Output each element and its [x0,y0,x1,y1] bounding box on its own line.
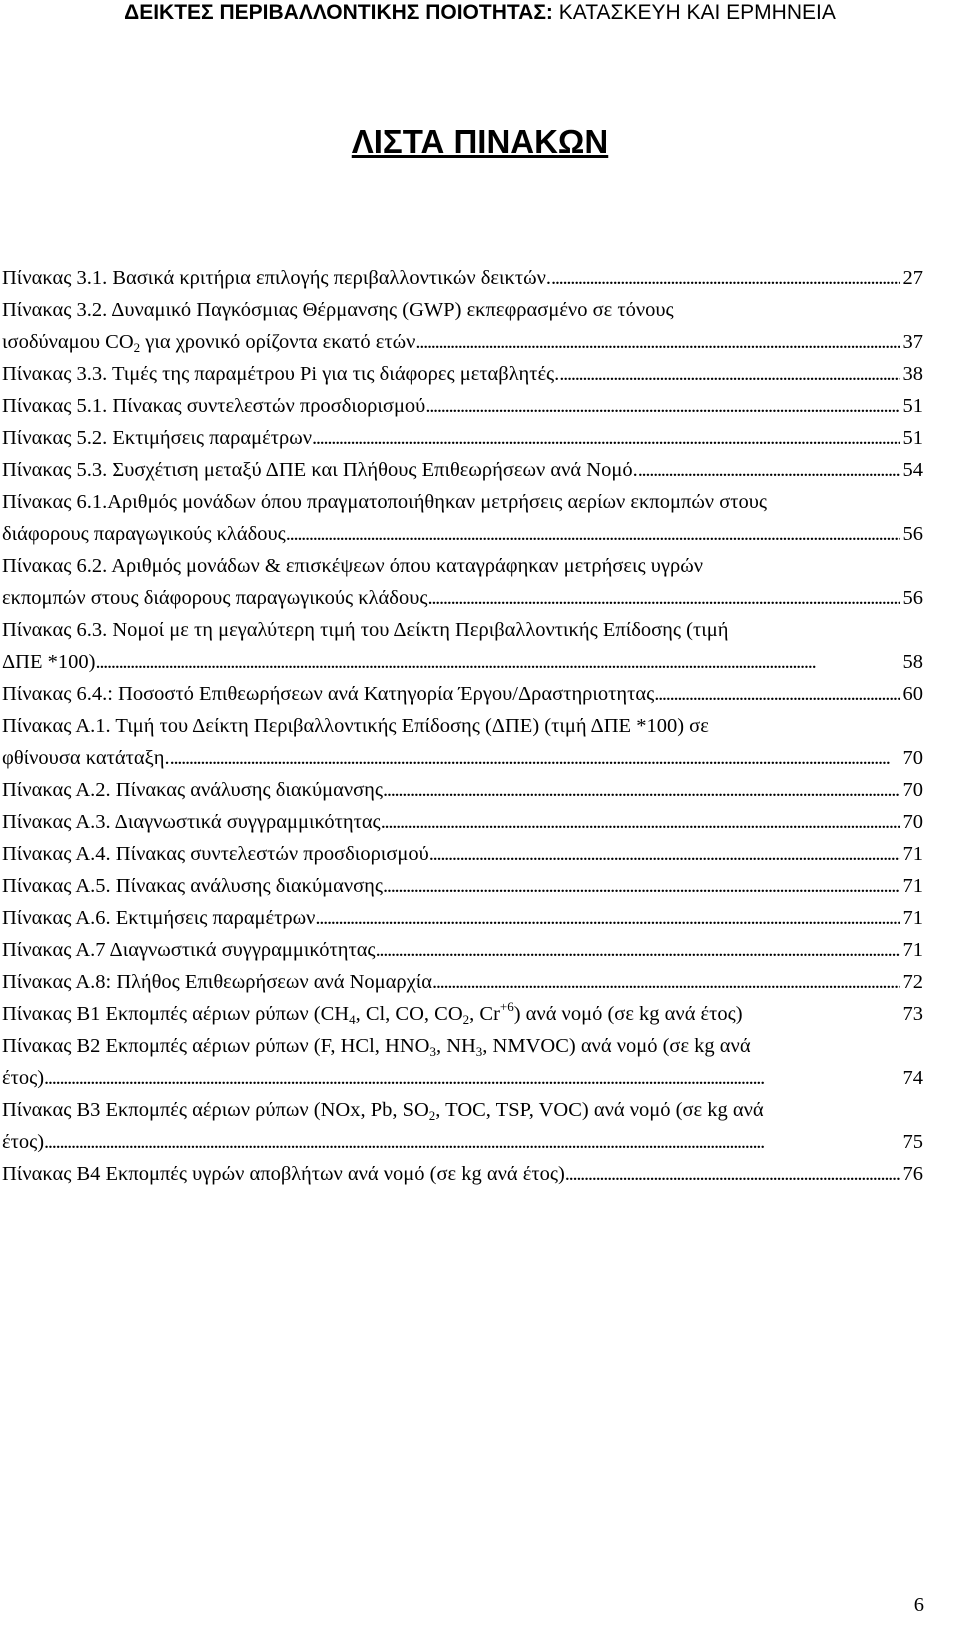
text-part: Πίνακας Β2 Εκπομπές αέριων ρύπων (F, HCl, HNO [2,1035,430,1057]
toc-entry[interactable] [2,294,923,326]
toc-entry-text: Πίνακας 6.1.Αριθμός μονάδων όπου πραγματοποιήθηκαν μετρήσεις αερίων εκπομπών στους [2,491,768,513]
toc-entry[interactable] [2,934,923,966]
toc-entry-text: Πίνακας 3.1. Βασικά κριτήρια επιλογής περιβαλλοντικών δεικτών. [2,267,551,289]
toc-entry-page: 71 [902,907,923,929]
leader-dots [383,870,900,902]
toc-entry[interactable] [2,838,923,870]
leader-dots [559,358,899,390]
text-part: ισοδύναμου CO [2,331,134,353]
toc-entry-text: εκπομπών στους διάφορους παραγωγικούς κλάδους [2,587,428,609]
toc-entry-text: Πίνακας 5.1. Πίνακας συντελεστών προσδιορισμού [2,395,426,417]
toc-entry[interactable] [2,998,923,1030]
toc-entry[interactable] [2,454,923,486]
toc-entry-page: 72 [902,971,923,993]
subscript: 2 [462,1012,470,1027]
subscript: 2 [133,340,141,355]
header-rest: ΚΑΤΑΣΚΕΥΗ ΚΑΙ ΕΡΜΗΝΕΙΑ [552,1,836,24]
toc-entry-text: Πίνακας Α.1. Τιμή του Δείκτη Περιβαλλοντικής Επίδοσης (ΔΠΕ) (τιμή ΔΠΕ *100) σε [2,715,709,737]
leader-dots [381,806,900,838]
text-part: ) ανά νομό (σε kg ανά έτος) [513,1003,743,1025]
toc-entry-text: Πίνακας Α.6. Εκτιμήσεις παραμέτρων [2,907,316,929]
leader-dots [638,454,900,486]
toc-entry-page: 76 [902,1163,923,1185]
text-part: για χρονικό ορίζοντα εκατό ετών [140,331,416,353]
page-number: 6 [913,1594,924,1616]
leader-dots [415,326,899,358]
toc-entry-page: 71 [902,875,923,897]
toc-entry-text: Πίνακας Α.4. Πίνακας συντελεστών προσδιορισμού [2,843,429,865]
toc-entry[interactable] [2,710,923,742]
toc-entry[interactable] [2,966,923,998]
toc-entry-page: 54 [902,459,923,481]
leader-dots [427,582,899,614]
toc-entry[interactable] [2,390,923,422]
text-part: , Cl, CO, CO [355,1003,463,1025]
superscript: +6 [499,999,514,1014]
toc-entry-page: 70 [902,747,923,769]
subscript: 2 [428,1108,436,1123]
text-part: , NH [435,1035,476,1057]
subscript: 3 [475,1044,483,1059]
toc-entry-continuation[interactable] [2,1062,923,1094]
toc-entry-page: 73 [902,1003,923,1025]
leader-dots [315,902,899,934]
toc-entry-text: Πίνακας Α.3. Διαγνωστικά συγγραμμικότητας [2,811,381,833]
leader-dots [383,774,900,806]
toc-entry-page: 51 [902,395,923,417]
toc-entry-page: 75 [902,1131,923,1153]
toc-entry-page: 51 [902,427,923,449]
toc-entry-text: Πίνακας 3.3. Τιμές της παραμέτρου Pi για τις διάφορες μεταβλητές. [2,363,560,385]
toc-entry-text: Πίνακας 6.2. Αριθμός μονάδων & επισκέψεων όπου καταγράφηκαν μετρήσεις υγρών [2,555,703,577]
toc-entry[interactable] [2,902,923,934]
leader-dots [551,262,900,294]
toc-entry-text: Πίνακας Α.7 Διαγνωστικά συγγραμμικότητας [2,939,376,961]
toc-entry-text: έτος) [2,1131,45,1153]
toc-entry[interactable] [2,678,923,710]
toc-entry-page: 58 [902,651,923,673]
running-header [0,0,960,26]
toc-entry-text: Πίνακας 3.2. Δυναμικό Παγκόσμιας Θέρμανσης (GWP) εκπεφρασμένο σε τόνους [2,299,674,321]
subscript: 4 [349,1012,356,1027]
toc-entry-text: Πίνακας Α.2. Πίνακας ανάλυσης διακύμανσης [2,779,383,801]
toc-entry[interactable] [2,1094,923,1126]
toc-entry-page: 56 [902,523,923,545]
toc-entry[interactable] [2,550,923,582]
toc-entry-page: 37 [902,331,923,353]
toc-entry-page: 70 [902,779,923,801]
toc-entry-page: 27 [902,267,923,289]
toc-entry-page: 60 [902,683,923,705]
page-title: ΛΙΣΤΑ ΠΙΝΑΚΩΝ [351,123,609,160]
toc-entry[interactable] [2,1030,923,1062]
toc-entry-continuation[interactable] [2,1126,923,1158]
text-part: , NMVOC) ανά νομό (σε kg ανά [482,1035,751,1057]
leader-dots [312,422,900,454]
toc-entry-text [2,998,743,1030]
toc-entry[interactable] [2,614,923,646]
toc-entry-continuation[interactable] [2,646,923,678]
toc-entry-text: έτος) [2,1067,45,1089]
toc-entry[interactable] [2,806,923,838]
toc-entry-text: Πίνακας 5.2. Εκτιμήσεις παραμέτρων [2,427,312,449]
toc-entry-text: Πίνακας Α.8: Πλήθος Επιθεωρήσεων ανά Νομαρχία [2,971,432,993]
toc-entry-page: 74 [902,1067,923,1089]
toc-entry-text [2,1030,751,1062]
leader-dots [44,1062,899,1094]
toc-entry[interactable] [2,422,923,454]
header-bold: ΔΕΙΚΤΕΣ ΠΕΡΙΒΑΛΛΟΝΤΙΚΗΣ ΠΟΙΟΤΗΤΑΣ: [124,1,553,24]
text-part: , TOC, TSP, VOC) ανά νομό (σε kg ανά [435,1099,764,1121]
toc-entry[interactable] [2,774,923,806]
toc-entry-text: Πίνακας Β4 Εκπομπές υγρών αποβλήτων ανά νομό (σε kg ανά έτος) [2,1163,565,1185]
toc-entry-text [2,1094,764,1126]
text-part: , Cr [469,1003,500,1025]
leader-dots [425,390,899,422]
leader-dots [286,518,900,550]
toc-entry-continuation[interactable] [2,582,923,614]
toc-entry-text: Πίνακας 6.3. Νομοί με τη μεγαλύτερη τιμή του Δείκτη Περιβαλλοντικής Επίδοσης (τιμή [2,619,729,641]
toc-entry-text: ΔΠΕ *100) [2,651,96,673]
leader-dots [429,838,900,870]
text-part: Πίνακας Β3 Εκπομπές αέριων ρύπων (NOx, Pb, SO [2,1099,429,1121]
leader-dots [432,966,900,998]
toc-entry[interactable] [2,486,923,518]
leader-dots [95,646,899,678]
toc-entry-page: 70 [902,811,923,833]
toc-entry[interactable] [2,358,923,390]
toc-entry-page: 38 [902,363,923,385]
toc-entry-continuation[interactable] [2,518,923,550]
leader-dots [170,742,900,774]
toc-entry-text [2,326,415,358]
toc-entry-text: διάφορους παραγωγικούς κλάδους [2,523,286,545]
toc-entry-page: 71 [902,843,923,865]
text-part: Πίνακας Β1 Εκπομπές αέριων ρύπων (CH [2,1003,350,1025]
leader-dots [376,934,900,966]
toc-entry-text: Πίνακας 5.3. Συσχέτιση μεταξύ ΔΠΕ και Πλήθους Επιθεωρήσεων ανά Νομό. [2,459,638,481]
leader-dots [44,1126,899,1158]
toc-entry[interactable] [2,870,923,902]
toc-entry[interactable] [2,262,923,294]
toc-entry-text: Πίνακας 6.4.: Ποσοστό Επιθεωρήσεων ανά Κατηγορία Έργου/Δραστηριοτητας [2,683,655,705]
toc-entry-text: φθίνουσα κατάταξη. [2,747,170,769]
toc-entry-page: 71 [902,939,923,961]
subscript: 3 [429,1044,436,1059]
leader-dots [654,678,899,710]
toc-entry-continuation[interactable] [2,742,923,774]
toc-entry-text: Πίνακας Α.5. Πίνακας ανάλυσης διακύμανσης [2,875,383,897]
toc-entry[interactable] [2,1158,923,1190]
toc-entry-page: 56 [902,587,923,609]
toc-entry-continuation[interactable] [2,326,923,358]
leader-dots [565,1158,900,1190]
